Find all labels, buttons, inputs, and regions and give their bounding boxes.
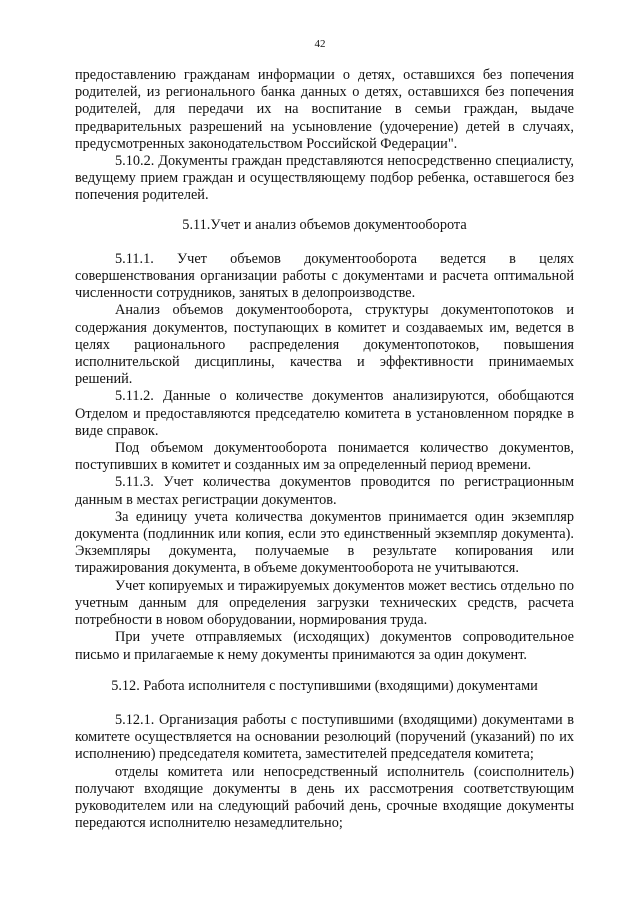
paragraph-departments: отделы комитета или непосредственный исполнитель (соисполнитель) получают входящие документы в день их рассмотрения соответствующим руководителем или на следующий рабочий день, срочные входящие документы передаются исполнителю незамедлительно; [75, 763, 574, 832]
paragraph-volume-definition: Под объемом документооборота понимается количество документов, поступивших в комитет и созданных им за определенный период времени. [75, 440, 574, 474]
paragraph-5-11-1: 5.11.1. Учет объемов документооборота ведется в целях совершенствования организации работы с документами и расчета оптимальной численности сотрудников, занятых в делопроизводстве. [75, 250, 574, 302]
paragraph-5-11-3: 5.11.3. Учет количества документов проводится по регистрационным данным в местах регистрации документов. [75, 474, 574, 508]
page-number: 42 [314, 38, 326, 50]
paragraph-analysis: Анализ объемов документооборота, структуры документопотоков и содержания документов, поступающих в комитет и создаваемых им, ведется в целях рационального распределения документопотоков, повышения исполнительской дисциплины, качества и эффективности принимаемых решений. [75, 302, 574, 388]
paragraph-continuation: предоставлению гражданам информации о детях, оставшихся без попечения родителей, из регионального банка данных о детях, оставшихся без попечения родителей, для передачи их на воспитание в семьи граждан, выдаче предварительных разрешений на усыновление (удочерение) детей в случаях, предусмотренных законодательством Российской Федерации". [75, 67, 574, 152]
paragraph-5-11-2: 5.11.2. Данные о количестве документов анализируются, обобщаются Отделом и предоставляются председателю комитета в установленном порядке в виде справок. [75, 388, 574, 439]
section-heading-5-12: 5.12. Работа исполнителя с поступившими (входящими) документами [111, 677, 538, 694]
document-body [75, 67, 574, 832]
paragraph-5-12-1: 5.12.1. Организация работы с поступившими (входящими) документами в комитете осуществляется на основании резолюций (поручений (указаний) по их исполнению) председателя комитета, заместителей председателя комитета; [75, 711, 574, 763]
paragraph-copies-accounting: Учет копируемых и тиражируемых документов может вестись отдельно по учетным данным для определения загрузки технических средств, расчета потребности в новом оборудовании, нормирования труда. [75, 577, 574, 629]
section-heading-5-11: 5.11.Учет и анализ объемов документооборота [182, 216, 467, 233]
paragraph-5-10-2: 5.10.2. Документы граждан представляются непосредственно специалисту, ведущему прием граждан и осуществляющему подбор ребенка, оставшегося без попечения родителей. [75, 153, 574, 204]
paragraph-outgoing-accounting: При учете отправляемых (исходящих) документов сопроводительное письмо и прилагаемые к нему документы принимаются за один документ. [75, 629, 574, 663]
paragraph-accounting-unit: За единицу учета количества документов принимается один экземпляр документа (подлинник или копия, если это единственный экземпляр документа). Экземпляры документа, получаемые в результате копирования или тиражирования документа, в объеме документооборота не учитываются. [75, 508, 574, 577]
